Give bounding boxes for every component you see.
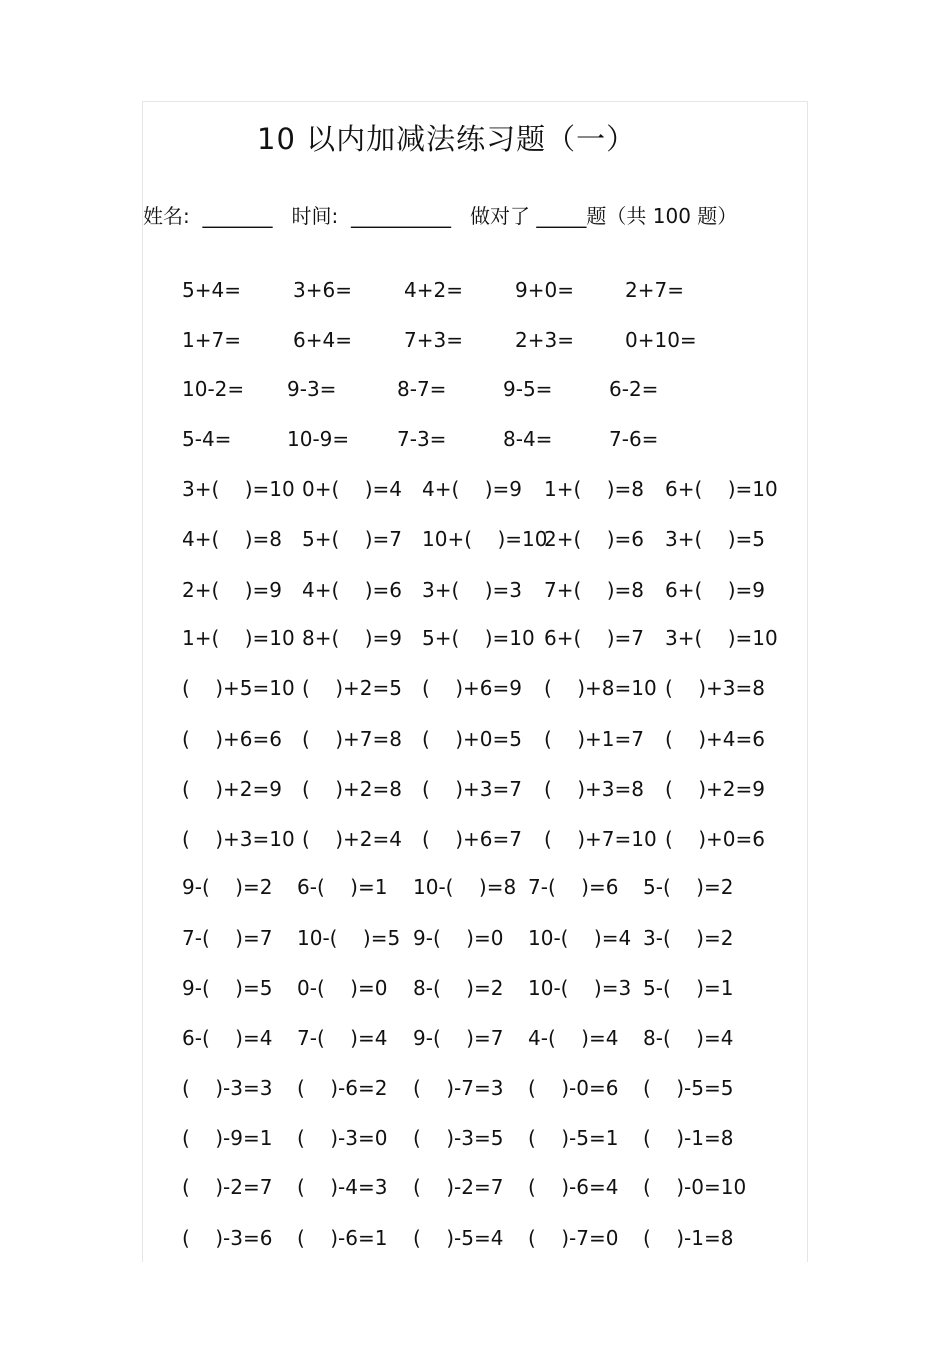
problem-item: 3+6= [293,278,352,302]
problem-item: 4+2= [404,278,463,302]
problem-item: 10-9= [287,427,350,451]
problem-item: 6-( )=4 [182,1026,273,1050]
problem-item: 8-( )=2 [413,976,504,1000]
problem-item: ( )+3=10 [182,827,295,851]
problem-item: ( )+2=8 [302,777,402,801]
problem-item: ( )-6=4 [528,1175,619,1199]
problem-item: 6+( )=9 [665,578,765,602]
problem-item: 9-( )=5 [182,976,273,1000]
problem-item: 9-( )=7 [413,1026,504,1050]
problem-item: ( )+2=9 [182,777,282,801]
problem-item: 7-( )=7 [182,926,273,950]
problem-item: 3-( )=2 [643,926,734,950]
problem-item: ( )-5=1 [528,1126,619,1150]
problem-item: ( )+2=4 [302,827,402,851]
student-info-line: 姓名: _______ 时间: __________ 做对了 _____题（共 100 题） [143,204,738,228]
problem-item: ( )-0=6 [528,1076,619,1100]
problem-item: 7+3= [404,328,463,352]
problem-item: ( )-1=8 [643,1126,734,1150]
problem-item: 5+( )=10 [422,626,535,650]
problem-item: 5+4= [182,278,241,302]
problem-item: 6-2= [609,377,659,401]
problem-item: ( )-7=3 [413,1076,504,1100]
problem-item: 6+( )=10 [665,477,778,501]
problem-item: 8-7= [397,377,447,401]
problem-item: ( )+1=7 [544,727,644,751]
problem-item: 9-3= [287,377,337,401]
problem-item: 7-6= [609,427,659,451]
problem-item: ( )+6=9 [422,676,522,700]
problem-item: ( )+4=6 [665,727,765,751]
problem-item: ( )+0=5 [422,727,522,751]
problem-item: 3+( )=5 [665,527,765,551]
problem-item: 9-( )=2 [182,875,273,899]
problem-item: 7+( )=8 [544,578,644,602]
problem-item: 10-( )=5 [297,926,401,950]
problem-item: 10+( )=10 [422,527,548,551]
problem-item: 2+( )=9 [182,578,282,602]
problem-item: ( )-3=3 [182,1076,273,1100]
problem-item: 8+( )=9 [302,626,402,650]
problem-item: ( )+8=10 [544,676,657,700]
problem-item: 1+7= [182,328,241,352]
problem-item: 10-2= [182,377,245,401]
problem-item: 9+0= [515,278,574,302]
problem-item: 8-4= [503,427,553,451]
problem-item: 5-( )=2 [643,875,734,899]
problem-item: 4+( )=9 [422,477,522,501]
problem-item: 10-( )=8 [413,875,517,899]
problem-item: ( )-4=3 [297,1175,388,1199]
problem-item: ( )+3=8 [544,777,644,801]
problem-item: 10-( )=4 [528,926,632,950]
problem-item: ( )-7=0 [528,1226,619,1250]
problem-item: ( )-1=8 [643,1226,734,1250]
problem-item: ( )-3=5 [413,1126,504,1150]
problem-item: ( )+2=9 [665,777,765,801]
problem-item: 5-( )=1 [643,976,734,1000]
problem-item: 1+( )=10 [182,626,295,650]
problem-item: ( )+7=8 [302,727,402,751]
problem-item: 9-5= [503,377,553,401]
problem-item: 7-( )=4 [297,1026,388,1050]
problem-item: 2+7= [625,278,684,302]
problem-item: ( )+6=7 [422,827,522,851]
problem-item: 3+( )=10 [665,626,778,650]
problem-item: 9-( )=0 [413,926,504,950]
problem-item: ( )-3=0 [297,1126,388,1150]
problem-item: ( )-2=7 [182,1175,273,1199]
problem-item: ( )-9=1 [182,1126,273,1150]
problem-item: ( )-3=6 [182,1226,273,1250]
problem-item: ( )-2=7 [413,1175,504,1199]
problem-item: 8-( )=4 [643,1026,734,1050]
problem-item: ( )+7=10 [544,827,657,851]
problem-item: 5-4= [182,427,232,451]
problem-item: 4+( )=8 [182,527,282,551]
problem-item: 0+10= [625,328,697,352]
problem-item: ( )+0=6 [665,827,765,851]
problem-item: 0+( )=4 [302,477,402,501]
problem-item: ( )-0=10 [643,1175,747,1199]
problem-item: 7-3= [397,427,447,451]
problem-item: ( )-5=4 [413,1226,504,1250]
problem-item: ( )+5=10 [182,676,295,700]
problem-item: ( )-6=2 [297,1076,388,1100]
problem-item: 3+( )=10 [182,477,295,501]
problem-item: 4+( )=6 [302,578,402,602]
problem-item: 2+3= [515,328,574,352]
problem-item: 4-( )=4 [528,1026,619,1050]
problem-item: 0-( )=0 [297,976,388,1000]
problem-item: 6-( )=1 [297,875,388,899]
problem-item: 2+( )=6 [544,527,644,551]
page-title: 10 以内加减法练习题（一） [257,122,637,156]
problem-item: 7-( )=6 [528,875,619,899]
problem-item: 10-( )=3 [528,976,632,1000]
problem-item: 6+( )=7 [544,626,644,650]
problem-item: ( )-6=1 [297,1226,388,1250]
problem-item: ( )-5=5 [643,1076,734,1100]
problem-item: ( )+3=7 [422,777,522,801]
problem-item: 3+( )=3 [422,578,522,602]
problem-item: ( )+2=5 [302,676,402,700]
problem-item: 5+( )=7 [302,527,402,551]
problem-item: 6+4= [293,328,352,352]
problem-item: ( )+6=6 [182,727,282,751]
problem-item: ( )+3=8 [665,676,765,700]
problem-item: 1+( )=8 [544,477,644,501]
